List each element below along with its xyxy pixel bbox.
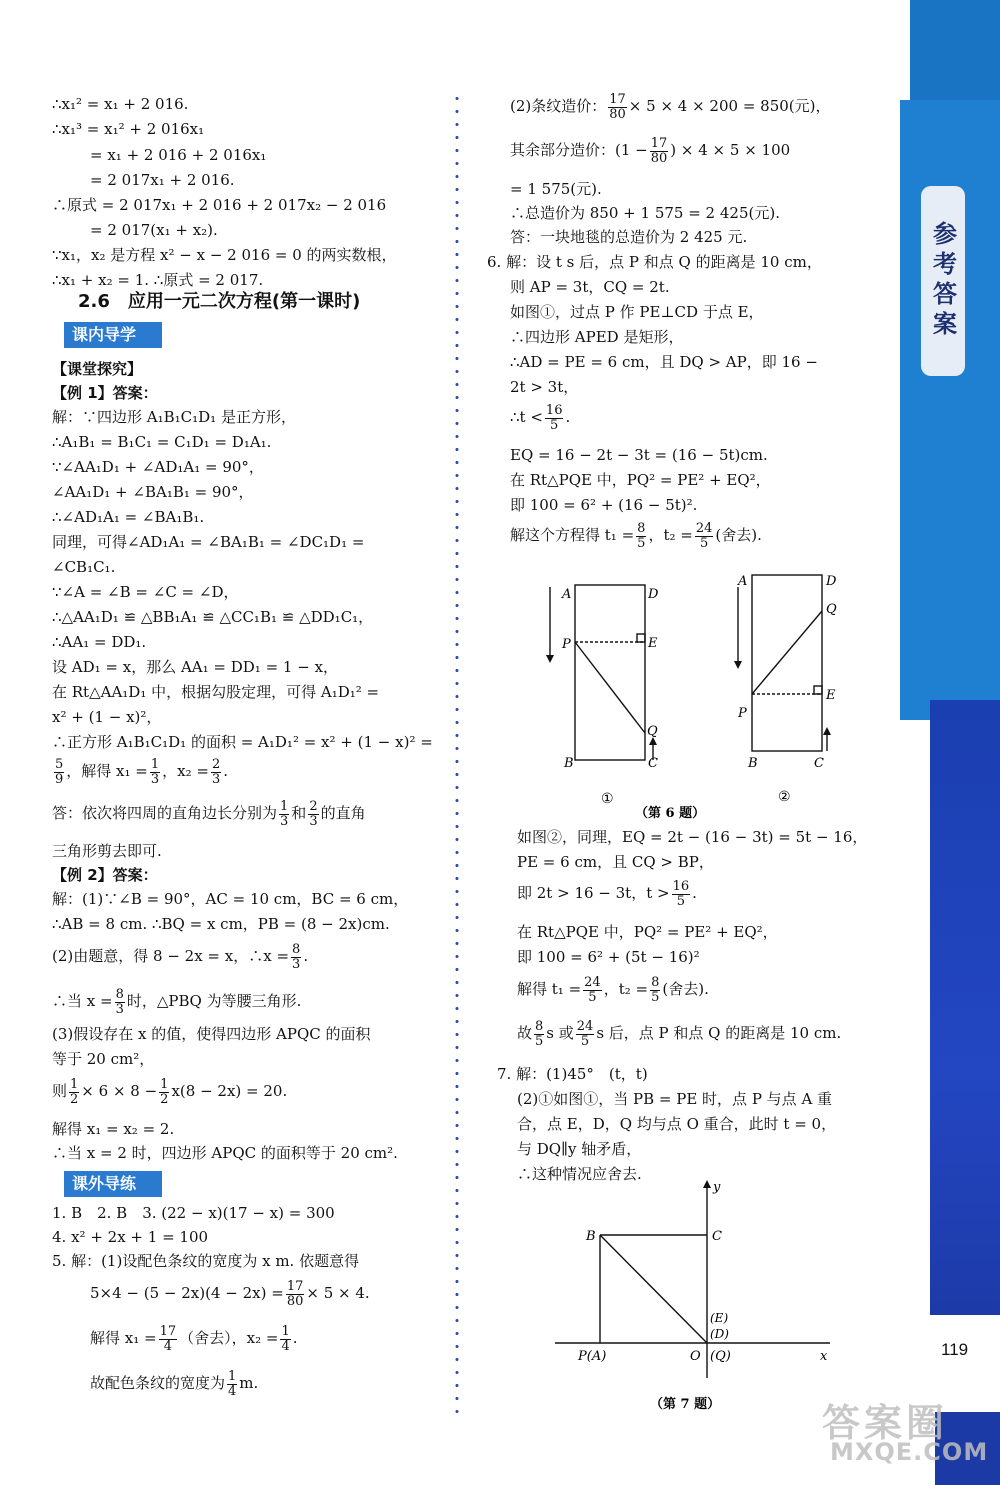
equation-line: 解这个方程得 t₁ = $\frac{8}{5}$ ，t₂ = $\frac{24}{5}$ (舍去). — [510, 521, 762, 551]
text-line: 6. 解：设 t s 后，点 P 和点 Q 的距离是 10 cm， — [487, 253, 822, 271]
fraction: $\frac{1}{2}$ — [160, 1077, 169, 1107]
fig6a-label-p: P — [562, 637, 571, 652]
fraction: $\frac{8}{5}$ — [637, 521, 646, 551]
equation-line: 其余部分造价：(1 − $\frac{17}{80}$ ) × 4 × 5 × 100 — [510, 136, 791, 166]
fraction: $\frac{2}{3}$ — [211, 757, 221, 787]
text-line: ∴x₁ + x₂ = 1. ∴原式 = 2 017. — [52, 271, 264, 289]
fig7-label-d: (D) — [710, 1327, 729, 1341]
text-line: = 1 575(元). — [510, 180, 602, 198]
equation-line: ∴当 x = $\frac{8}{3}$ 时，△PBQ 为等腰三角形. — [52, 987, 302, 1017]
watermark — [822, 1392, 989, 1466]
fraction: $\frac{5}{9}$ — [55, 757, 64, 787]
fig7-label-x: x — [820, 1349, 828, 1364]
text-line: 解得 x₁ = x₂ = 2. — [52, 1120, 175, 1138]
side-band-bottom — [930, 700, 1000, 1315]
text-line: 在 Rt△AA₁D₁ 中，根据勾股定理，可得 A₁D₁² = — [52, 683, 380, 701]
fig6b-number: ② — [778, 789, 791, 805]
text-line: 即 100 = 6² + (16 − 5t)². — [510, 496, 698, 514]
equation-line: 则 $\frac{1}{2}$ × 6 × 8 − $\frac{1}{2}$ x(8 − 2x) = 20. — [52, 1077, 288, 1107]
text-line: ∠CB₁C₁. — [52, 558, 116, 576]
reference-answer-tab: 参考答案 — [921, 186, 965, 376]
fig6a-label-e: E — [648, 636, 658, 651]
text-line: ∴△AA₁D₁ ≌ △BB₁A₁ ≌ △CC₁B₁ ≌ △DD₁C₁， — [52, 608, 374, 626]
fraction: $\frac{8}{5}$ — [535, 1019, 544, 1049]
text-line: 2t > 3t， — [510, 378, 579, 396]
equation-line: 解得 x₁ = $\frac{17}{4}$ （舍去），x₂ = $\frac{1}{4}$ . — [90, 1324, 298, 1354]
text-line: EQ = 16 − 2t − 3t = (16 − 5t)cm. — [510, 446, 768, 464]
equation-line: 5×4 − (5 − 2x)(4 − 2x) = $\frac{17}{80}$ × 5 × 4. — [90, 1279, 370, 1309]
text-line: 5. 解：(1)设配色条纹的宽度为 x m. 依题意得 — [52, 1252, 360, 1270]
text-line: 解：∵四边形 A₁B₁C₁D₁ 是正方形， — [52, 408, 296, 426]
fig6b-label-q: Q — [826, 602, 837, 617]
text-line: 等于 20 cm²， — [52, 1050, 155, 1068]
watermark-logo: 答案圈 — [822, 1401, 949, 1445]
text-line: = x₁ + 2 016 + 2 016x₁ — [90, 146, 267, 164]
equation-line: 解得 t₁ = $\frac{24}{5}$ ，t₂ = $\frac{8}{5}$ (舍去). — [517, 975, 709, 1005]
fraction: $\frac{17}{80}$ — [286, 1279, 304, 1309]
text-line: 解：(1)∵∠B = 90°，AC = 10 cm，BC = 6 cm， — [52, 890, 409, 908]
text-line: 在 Rt△PQE 中，PQ² = PE² + EQ²， — [517, 923, 778, 941]
text-line: ∴x₁³ = x₁² + 2 016x₁ — [52, 120, 205, 138]
fraction: $\frac{24}{5}$ — [695, 521, 713, 551]
fraction: $\frac{8}{3}$ — [292, 942, 301, 972]
text-line: 三角形剪去即可. — [52, 842, 162, 860]
page-number: 119 — [941, 1340, 969, 1359]
text-line: ∴四边形 APED 是矩形， — [510, 328, 684, 346]
fraction: $\frac{1}{4}$ — [228, 1369, 237, 1399]
text-line: x² + (1 − x)²， — [52, 708, 162, 726]
fraction: $\frac{16}{5}$ — [545, 403, 563, 433]
text-line: ∴AA₁ = DD₁. — [52, 633, 147, 651]
text-line: PE = 6 cm，且 CQ > BP， — [517, 853, 714, 871]
fraction: $\frac{1}{2}$ — [70, 1077, 79, 1107]
text-line: ∴当 x = 2 时，四边形 APQC 的面积等于 20 cm². — [52, 1144, 398, 1162]
text-line: (2)①如图①，当 PB = PE 时，点 P 与点 A 重 — [517, 1090, 833, 1108]
text-line: ∴这种情况应舍去. — [517, 1165, 642, 1183]
fig6b-label-e: E — [826, 688, 836, 703]
text-line: ∴AD = PE = 6 cm，且 DQ > AP，即 16 − — [510, 353, 818, 371]
text-line: 合，点 E，D，Q 均与点 O 重合，此时 t = 0， — [517, 1115, 837, 1133]
text-line: ∴原式 = 2 017x₁ + 2 016 + 2 017x₂ − 2 016 — [52, 196, 387, 214]
equation-line: 故配色条纹的宽度为 $\frac{1}{4}$ m. — [90, 1369, 259, 1399]
arrow-head — [734, 661, 742, 669]
fig6a-label-q: Q — [647, 724, 658, 739]
fig6a-label-c: C — [648, 756, 658, 771]
text-line: ∴AB = 8 cm. ∴BQ = x cm，PB = (8 − 2x)cm. — [52, 915, 390, 933]
fig7-label-b: B — [586, 1229, 596, 1244]
fig6a-label-d: D — [648, 587, 659, 602]
fig6b-label-d: D — [826, 574, 837, 589]
text-line: ∵∠AA₁D₁ + ∠AD₁A₁ = 90°， — [52, 458, 264, 476]
text-line: 设 AD₁ = x，那么 AA₁ = DD₁ = 1 − x， — [52, 658, 339, 676]
text-line: ∵∠A = ∠B = ∠C = ∠D， — [52, 583, 239, 601]
fraction: $\frac{17}{4}$ — [159, 1324, 177, 1354]
text-line: ∵x₁，x₂ 是方程 x² − x − 2 016 = 0 的两实数根， — [52, 246, 397, 264]
fig7-label-pa: P(A) — [578, 1349, 607, 1364]
fraction: $\frac{17}{80}$ — [609, 92, 626, 122]
fig7-label-c: C — [712, 1229, 722, 1244]
fraction: $\frac{16}{5}$ — [672, 879, 690, 909]
text-line: ∴x₁² = x₁ + 2 016. — [52, 95, 189, 113]
equation-line: 即 2t > 16 − 3t，t > $\frac{16}{5}$ . — [517, 879, 697, 909]
watermark-url: MXQE.COM — [830, 1438, 989, 1466]
text-line: 如图①，过点 P 作 PE⊥CD 于点 E， — [510, 303, 764, 321]
fig6a-label-b: B — [564, 756, 574, 771]
fraction: $\frac{2}{3}$ — [309, 799, 318, 829]
text-line: 如图②，同理，EQ = 2t − (16 − 3t) = 5t − 16， — [517, 828, 868, 846]
after-class-label: 课外导练 — [64, 1171, 162, 1197]
equation-line: (2)由题意，得 8 − 2x = x，∴x = $\frac{8}{3}$ . — [52, 942, 309, 972]
fig6b-label-a: A — [738, 574, 748, 589]
fig6a-number: ① — [601, 791, 614, 807]
figure-6-2 — [738, 575, 827, 751]
y-axis-arrow — [703, 1180, 711, 1188]
fraction: $\frac{1}{4}$ — [281, 1324, 290, 1354]
text-line: ∴A₁B₁ = B₁C₁ = C₁D₁ = D₁A₁. — [52, 433, 272, 451]
fig6b-label-p: P — [738, 706, 747, 721]
text-line: 4. x² + 2x + 1 = 100 — [52, 1228, 209, 1246]
text-line: 即 100 = 6² + (5t − 16)² — [517, 948, 700, 966]
fig6a-label-a: A — [562, 587, 572, 602]
fraction: $\frac{1}{3}$ — [280, 799, 289, 829]
fraction: $\frac{1}{3}$ — [150, 757, 160, 787]
arrow-head — [546, 655, 554, 663]
fig7-label-q: (Q) — [710, 1349, 731, 1364]
equation-line: 故 $\frac{8}{5}$ s 或 $\frac{24}{5}$ s 后，点 P 和点 Q 的距离是 10 cm. — [517, 1019, 842, 1049]
figure-7-caption: （第 7 题） — [650, 1397, 721, 1412]
equation-line: ∴t < $\frac{16}{5}$ . — [510, 403, 571, 433]
text-line: ∠AA₁D₁ + ∠BA₁B₁ = 90°， — [52, 483, 254, 501]
fraction: $\frac{24}{5}$ — [584, 975, 601, 1005]
figure-7 — [550, 1178, 840, 1418]
text-line: 则 AP = 3t，CQ = 2t. — [510, 278, 670, 296]
text-line: ∴∠AD₁A₁ = ∠BA₁B₁. — [52, 508, 205, 526]
text-line: = 2 017(x₁ + x₂). — [90, 221, 218, 239]
fraction: $\frac{17}{80}$ — [650, 136, 668, 166]
fraction: $\frac{24}{5}$ — [576, 1019, 594, 1049]
text-line: ∴正方形 A₁B₁C₁D₁ 的面积 = A₁D₁² = x² + (1 − x)² = — [52, 733, 433, 751]
text-line: 1. B 2. B 3. (22 − x)(17 − x) = 300 — [52, 1204, 335, 1222]
text-line: = 2 017x₁ + 2 016. — [90, 171, 235, 189]
right-column — [465, 0, 905, 1485]
text-line: 在 Rt△PQE 中，PQ² = PE² + EQ²， — [510, 471, 771, 489]
text-line: 答：一块地毯的总造价为 2 425 元. — [510, 228, 748, 246]
figure-6-1 — [550, 585, 653, 760]
fig7-label-y: y — [713, 1180, 721, 1195]
fraction: $\frac{8}{5}$ — [651, 975, 660, 1005]
equation-line: (2)条纹造价： $\frac{17}{80}$ × 5 × 4 × 200 = 850(元)， — [510, 92, 831, 122]
fig6b-label-c: C — [814, 756, 824, 771]
figure-6-caption: （第 6 题） — [635, 806, 706, 821]
equation-line: 答：依次将四周的直角边长分别为 $\frac{1}{3}$ 和 $\frac{2}{3}$ 的直角 — [52, 799, 366, 829]
in-class-label: 课内导学 — [64, 322, 162, 348]
fraction: $\frac{8}{3}$ — [115, 987, 124, 1017]
example-label: 【例 1】答案： — [52, 384, 158, 402]
fig7-label-e: (E) — [710, 1311, 729, 1325]
text-line: 与 DQ∥y 轴矛盾， — [517, 1140, 642, 1158]
arrow-head — [823, 727, 831, 735]
text-line: 7. 解：(1)45° (t，t) — [497, 1065, 648, 1083]
text-line: ∴总造价为 850 + 1 575 = 2 425(元). — [510, 204, 780, 222]
example-label: 【例 2】答案： — [52, 866, 158, 884]
text-line: 同理，可得∠AD₁A₁ = ∠BA₁B₁ = ∠DC₁D₁ = — [52, 533, 365, 551]
text-line: (3)假设存在 x 的值，使得四边形 APQC 的面积 — [52, 1025, 371, 1043]
subsection-label: 【课堂探究】 — [52, 360, 143, 378]
section-title: 2.6 应用一元二次方程(第一课时) — [78, 291, 361, 312]
column-divider — [455, 92, 459, 1422]
figure-6 — [535, 565, 875, 825]
equation-line: $\frac{5}{9}$ ，解得 x₁ = $\frac{1}{3}$ ，x₂ = $\frac{2}{3}$ . — [55, 757, 229, 787]
fig6b-label-b: B — [748, 756, 758, 771]
fig7-label-o: O — [690, 1349, 701, 1364]
left-column — [0, 0, 455, 1485]
